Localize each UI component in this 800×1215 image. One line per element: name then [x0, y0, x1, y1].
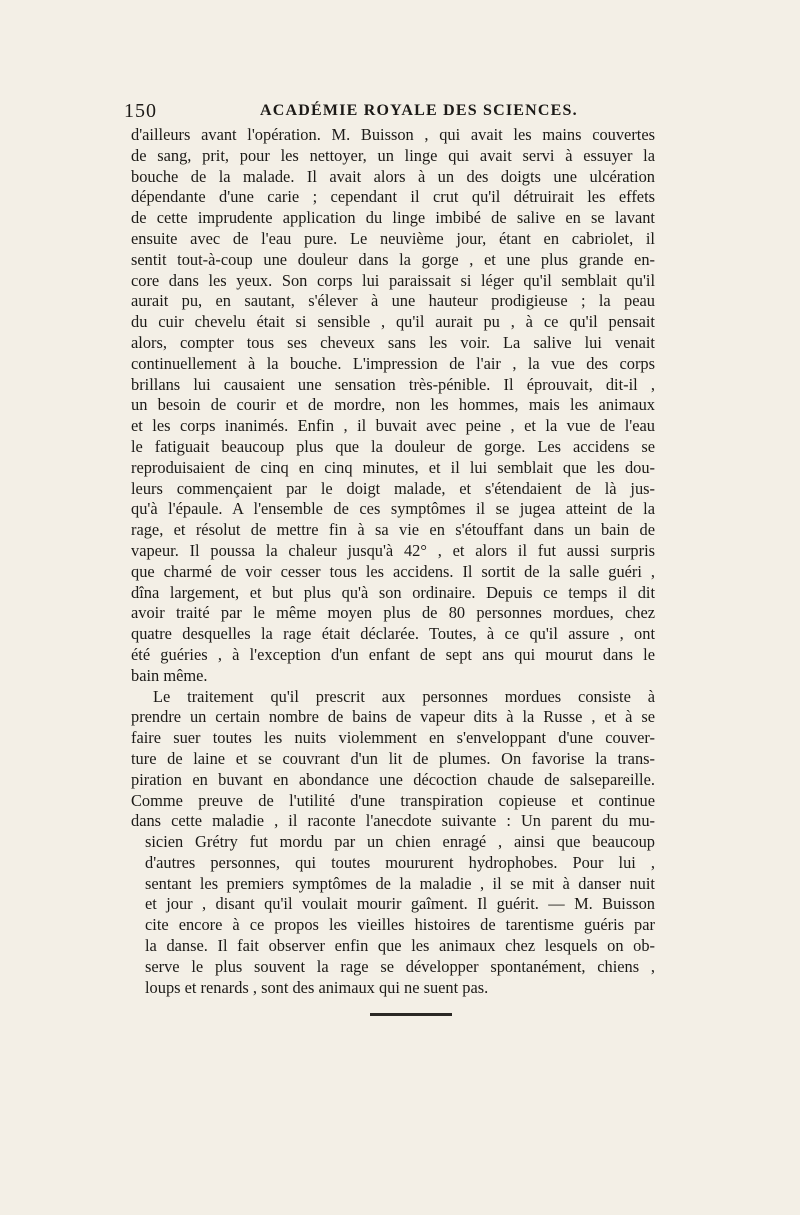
- text-line: Le traitement qu'il prescrit aux personnes mordues consiste à: [153, 686, 655, 706]
- body-text: [131, 125, 655, 998]
- text-line: et les corps inanimés. Enfin , il buvait avec peine , et la vue de l'eau: [131, 416, 655, 436]
- text-line: sentant les premiers symptômes de la maladie , il se mit à danser nuit: [145, 873, 655, 893]
- text-line: loups et renards , sont des animaux qui ne suent pas.: [145, 977, 489, 997]
- text-line: piration en buvant en abondance une décoction chaude de salsepareille.: [131, 769, 655, 789]
- page-number: 150: [124, 100, 157, 122]
- text-line: d'autres personnes, qui toutes moururent hydrophobes. Pour lui ,: [145, 852, 655, 872]
- text-line: de sang, prit, pour les nettoyer, un linge qui avait servi à essuyer la: [131, 145, 655, 165]
- text-line: dans cette maladie , il raconte l'anecdote suivante : Un parent du mu-: [131, 811, 655, 831]
- text-line: brillans lui causaient une sensation très-pénible. Il éprouvait, dit-il ,: [131, 374, 655, 394]
- text-line: avoir traité par le même moyen plus de 80 personnes mordues, chez: [131, 603, 655, 623]
- text-line: serve le plus souvent la rage se développer spontanément, chiens ,: [145, 956, 655, 976]
- text-line: dîna largement, et but plus qu'à son ordinaire. Depuis ce temps il dit: [131, 582, 655, 602]
- text-line: d'ailleurs avant l'opération. M. Buisson , qui avait les mains couvertes: [131, 125, 655, 144]
- text-line: quatre desquelles la rage était déclarée. Toutes, à ce qu'il assure , ont: [131, 624, 655, 644]
- text-line: un besoin de courir et de mordre, non les hommes, mais les animaux: [131, 395, 655, 415]
- text-line: été guéries , à l'exception d'un enfant de sept ans qui mourut dans le: [131, 644, 655, 664]
- text-line: aurait pu, en sautant, s'élever à une hauteur prodigieuse ; la peau: [131, 291, 655, 311]
- text-line: bain même.: [131, 665, 208, 685]
- text-line: de cette imprudente application du linge imbibé de salive en se lavant: [131, 208, 655, 228]
- text-line: bouche de la malade. Il avait alors à un des doigts une ulcération: [131, 166, 655, 186]
- text-line: prendre un certain nombre de bains de vapeur dits à la Russe , et à se: [131, 707, 655, 727]
- text-line: rage, et résolut de mettre fin à sa vie en s'étouffant dans un bain de: [131, 520, 655, 540]
- text-line: le fatiguait beaucoup plus que la douleur de gorge. Les accidens se: [131, 436, 655, 456]
- text-line: core dans les yeux. Son corps lui paraissait si léger qu'il semblait qu'il: [131, 270, 655, 290]
- text-line: dépendante d'une carie ; cependant il crut qu'il détruirait les effets: [131, 187, 655, 207]
- text-line: continuellement à la bouche. L'impression de l'air , la vue des corps: [131, 353, 655, 373]
- text-line: cite encore à ce propos les vieilles histoires de tarentisme guéris par: [145, 915, 655, 935]
- text-line: Comme preuve de l'utilité d'une transpiration copieuse et continue: [131, 790, 655, 810]
- text-line: leurs commençaient par le doigt malade, et s'étendaient de là jus-: [131, 478, 655, 498]
- text-line: ture de laine et se couvrant d'un lit de plumes. On favorise la trans-: [131, 748, 655, 768]
- text-line: sentit tout-à-coup une douleur dans la gorge , et une plus grande en-: [131, 249, 655, 269]
- text-line: vapeur. Il poussa la chaleur jusqu'à 42° , et alors il fut aussi surpris: [131, 540, 655, 560]
- text-line: qu'à l'épaule. A l'ensemble de ces symptômes il se jugea atteint de la: [131, 499, 655, 519]
- text-line: ensuite avec de l'eau pure. Le neuvième jour, étant en cabriolet, il: [131, 228, 655, 248]
- text-line: faire suer toutes les nuits violemment en s'enveloppant d'une couver-: [131, 728, 655, 748]
- text-line: sicien Grétry fut mordu par un chien enragé , ainsi que beaucoup: [145, 832, 655, 852]
- text-line: reproduisaient de cinq en cinq minutes, et il lui semblait que les dou-: [131, 457, 655, 477]
- text-line: que charmé de voir cesser tous les accidens. Il sortit de la salle guéri ,: [131, 561, 655, 581]
- end-rule: [370, 1013, 452, 1016]
- text-line: la danse. Il fait observer enfin que les animaux chez lesquels on ob-: [145, 936, 655, 956]
- text-line: du cuir chevelu était si sensible , qu'il aurait pu , à ce qu'il pensait: [131, 312, 655, 332]
- running-title: ACADÉMIE ROYALE DES SCIENCES.: [260, 102, 578, 119]
- text-line: et jour , disant qu'il voulait mourir gaîment. Il guérit. — M. Buisson: [145, 894, 655, 914]
- running-head: [124, 100, 682, 124]
- text-line: alors, compter tous ses cheveux sans les voir. La salive lui venait: [131, 332, 655, 352]
